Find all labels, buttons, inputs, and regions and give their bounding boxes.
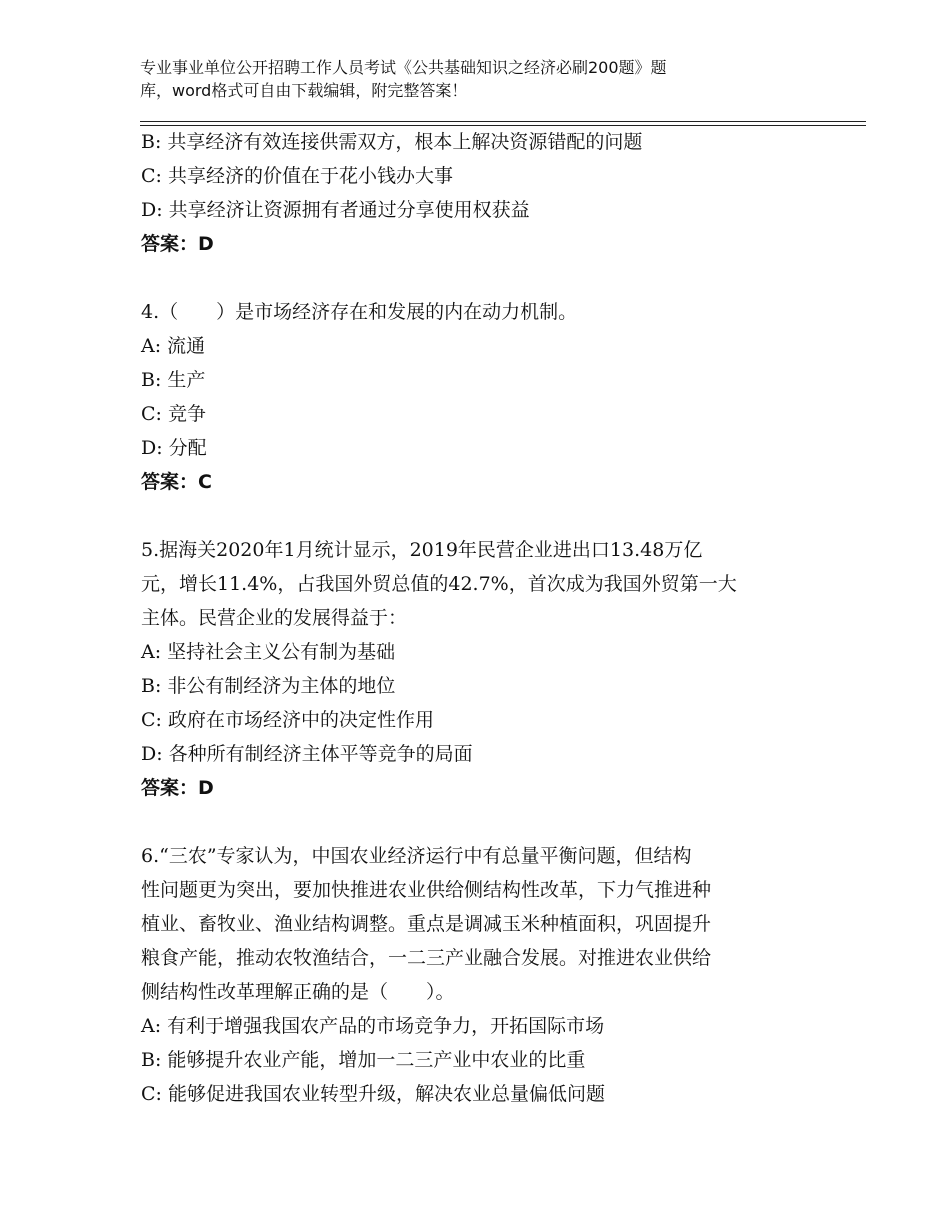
question-6-option-c: C: 能够促进我国农业转型升级，解决农业总量偏低问题 (141, 1083, 605, 1105)
question-6-stem-line-4: 粮食产能，推动农牧渔结合，一二三产业融合发展。对推进农业供给 (141, 947, 712, 969)
question-6 (141, 839, 831, 1111)
question-6-option-b: B: 能够提升农业产能，增加一二三产业中农业的比重 (141, 1049, 586, 1071)
header-title-line-1: 专业事业单位公开招聘工作人员考试《公共基础知识之经济必刷200题》题 (140, 58, 667, 77)
question-5-option-b: B: 非公有制经济为主体的地位 (141, 675, 396, 697)
question-6-stem-line-3: 植业、畜牧业、渔业结构调整。重点是调减玉米种植面积，巩固提升 (141, 913, 712, 935)
question-3-option-c: C: 共享经济的价值在于花小钱办大事 (141, 165, 453, 187)
question-4-option-c: C: 竞争 (141, 403, 206, 425)
question-4-stem: 4.（ ）是市场经济存在和发展的内在动力机制。 (141, 301, 578, 323)
question-5-stem-line-1: 5.据海关2020年1月统计显示，2019年民营企业进出口13.48万亿 (141, 539, 703, 561)
header-title-line-2: 库，word格式可自由下载编辑，附完整答案！ (140, 81, 468, 100)
question-4-option-a: A: 流通 (141, 335, 206, 357)
question-6-stem-line-2: 性问题更为突出，要加快推进农业供给侧结构性改革，下力气推进种 (141, 879, 712, 901)
question-4-option-b: B: 生产 (141, 369, 206, 391)
question-6-option-a: A: 有利于增强我国农产品的市场竞争力，开拓国际市场 (141, 1015, 605, 1037)
question-3-answer: 答案：D (141, 233, 214, 255)
question-5-option-a: A: 坚持社会主义公有制为基础 (141, 641, 396, 663)
question-content (141, 125, 831, 1111)
spacer (141, 499, 831, 533)
header-divider-top (140, 121, 866, 122)
question-4-answer: 答案：C (141, 471, 212, 493)
question-4 (141, 295, 831, 499)
question-5-stem-line-3: 主体。民营企业的发展得益于： (141, 607, 408, 629)
question-6-stem-line-1: 6.“三农”专家认为，中国农业经济运行中有总量平衡问题，但结构 (141, 845, 692, 867)
question-5-option-c: C: 政府在市场经济中的决定性作用 (141, 709, 434, 731)
question-3-option-b: B: 共享经济有效连接供需双方，根本上解决资源错配的问题 (141, 131, 643, 153)
question-4-option-d: D: 分配 (141, 437, 207, 459)
question-6-stem-line-5: 侧结构性改革理解正确的是（ ）。 (141, 981, 455, 1003)
document-header (140, 56, 780, 102)
question-5-option-d: D: 各种所有制经济主体平等竞争的局面 (141, 743, 473, 765)
spacer (141, 805, 831, 839)
question-5-stem-line-2: 元，增长11.4%，占我国外贸总值的42.7%，首次成为我国外贸第一大 (141, 573, 737, 595)
question-3-option-d: D: 共享经济让资源拥有者通过分享使用权获益 (141, 199, 530, 221)
question-3 (141, 125, 831, 261)
spacer (141, 261, 831, 295)
question-5-answer: 答案：D (141, 777, 214, 799)
question-5 (141, 533, 831, 805)
